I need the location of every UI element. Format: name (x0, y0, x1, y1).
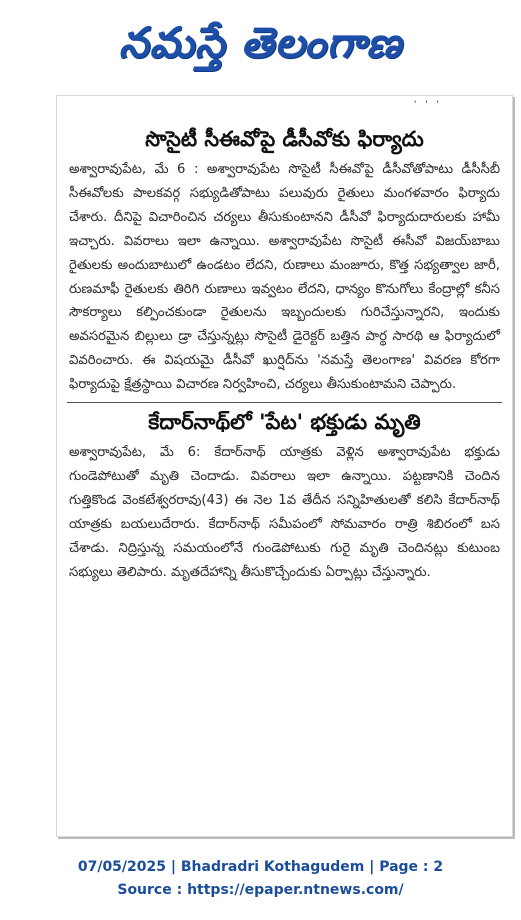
source-link[interactable]: Source : https://epaper.ntnews.com/ (117, 882, 404, 898)
article1-headline: సొసైటీ సీఈవోపై డీసీవోకు ఫిర్యాదు (145, 127, 424, 151)
masthead (0, 8, 521, 78)
newspaper-logo: నమస్తే తెలంగాణ (118, 18, 403, 67)
edition-info: 07/05/2025 | Bhadradri Kothagudem | Page : 2 (77, 859, 444, 875)
news-clipping (56, 95, 513, 837)
column-marks: ' ' ' (413, 100, 442, 110)
article1-body: అశ్వారావుపేట, మే 6 : అశ్వారావుపేట సొసైటీ సీఈవోపై డీసీవోతోపాటు డీసీసీబీ సీఈవోలకు పాలకవర్గ సభ్యుడితోపాటు పలువురు రైతులు మంగళవారం ఫిర్యాదు చేశారు. దీనిపై విచారించిన చర్యలు తీసుకుంటానని డీసీవో ఫిర్యాదుదారులకు హామీ ఇచ్చారు. వివరాలు ఇలా ఉన్నాయి. అశ్వారావుపేట సొసైటీ ఈసీవో విజయ్‌బాబు రైతులకు అందుబాటులో ఉండటం లేదని, రుణాలు మంజూరు, కొత్త సభ్యత్వాల జారీ, రుణమాఫీ రైతులకు తిరిగి రుణాలు ఇవ్వటం లేదని, ధాన్యం కొనుగోలు కేంద్రాల్లో కనీస సౌకర్యాలు కల్పించకుండా రైతులను ఇబ్బందులకు గురిచేస్తున్నారని, ఇందుకు అవసరమైన బిల్లులు డ్రా చేస్తున్నట్లు సొసైటీ డైరెక్టర్ బత్తిన పార్థ సారథి ఆ ఫిర్యాదులో వివరించారు. ఈ విషయమై డీసీవో ఖుర్షిద్‌ను 'నమస్తే తెలంగాణ' వివరణ కోరగా ఫిర్యాదుపై క్షేత్రస్థాయి విచారణ నిర్వహించి, చర్యలు తీసుకుంటామని చెప్పారు. (69, 162, 500, 393)
article2-headline: కేదార్‌నాథ్‌లో 'పేట' భక్తుడు మృతి (148, 410, 421, 435)
article2-body: అశ్వారావుపేట, మే 6: కేదార్‌నాథ్ యాత్రకు వెళ్లిన అశ్వారావుపేట భక్తుడు గుండెపోటుతో మృతి చెందాడు. వివరాలు ఇలా ఉన్నాయి. పట్టణానికి చెందిన గుత్తికొండ వెంకటేశ్వరరావు(43) ఈ నెల 1వ తేదీన సన్నిహితులతో కలిసి కేదార్‌నాథ్ యాత్రకు బయలుదేరారు. కేదార్‌నాథ్ సమీపంలో సోమవారం రాత్రి శిబిరంలో బస చేశాడు. నిద్రిస్తున్న సమయంలోనే గుండెపోటుకు గురై మృతి చెందినట్లు కుటుంబ సభ్యులు తెలిపారు. మృతదేహాన్ని తీసుకొచ్చేందుకు ఏర్పాట్లు చేస్తున్నారు. (69, 445, 500, 580)
source-caption (0, 856, 521, 902)
